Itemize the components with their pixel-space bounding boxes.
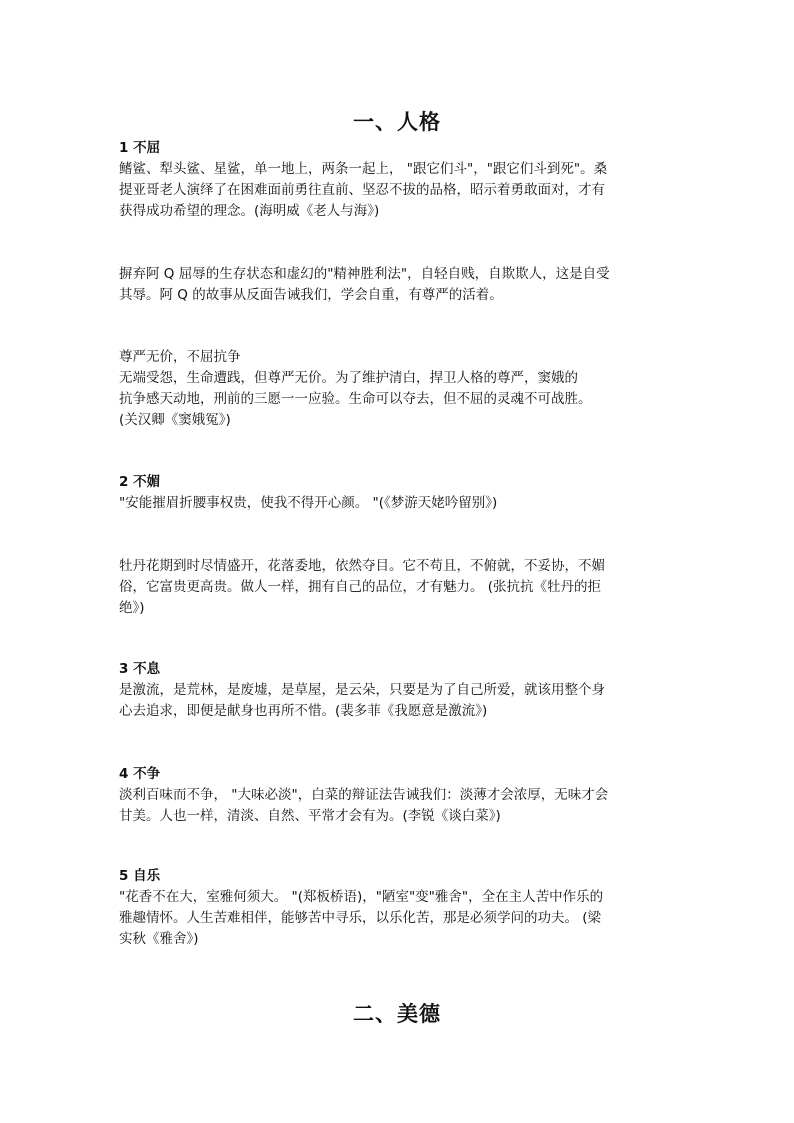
paragraph-line: 实秋《雅舍》) bbox=[119, 931, 199, 947]
paragraph-buzheng bbox=[119, 764, 679, 827]
subheading-buxi: 3 不息 bbox=[119, 661, 161, 677]
subheading-bumei: 2 不媚 bbox=[119, 474, 161, 490]
subheading-buzheng: 4 不争 bbox=[119, 766, 161, 782]
paragraph-line: 俗，它富贵更高贵。做人一样，拥有自己的品位，才有魅力。 (张抗抗《牡丹的拒 bbox=[119, 579, 602, 595]
paragraph-line: 是激流，是荒林，是废墟，是草屋，是云朵，只要是为了自己所爱，就该用整个身 bbox=[119, 682, 605, 698]
paragraph-line: 抗争感天动地，刑前的三愿一一应验。生命可以夺去，但不屈的灵魂不可战胜。 bbox=[119, 391, 592, 407]
paragraph-peony bbox=[119, 556, 679, 619]
paragraph-line: 尊严无价，不屈抗争 bbox=[119, 349, 241, 365]
paragraph-line: 其辱。阿 Q 的故事从反面告诫我们，学会自重，有尊严的活着。 bbox=[119, 287, 503, 303]
subheading-buqu: 1 不屈 bbox=[119, 140, 161, 156]
paragraph-line: 绝》) bbox=[119, 600, 145, 616]
paragraph-zile bbox=[119, 866, 679, 950]
section-title-virtue: 二、美德 bbox=[353, 1002, 441, 1026]
paragraph-dignity bbox=[119, 347, 679, 431]
paragraph-line: (关汉卿《窦娥冤》) bbox=[119, 412, 231, 428]
paragraph-line: 心去追求，即便是献身也再所不惜。(裴多菲《我愿意是激流》) bbox=[119, 703, 488, 719]
paragraph-ah-q bbox=[119, 264, 679, 306]
paragraph-line: 甘美。人也一样，清淡、自然、平常才会有为。(李锐《谈白菜》) bbox=[119, 808, 501, 824]
section-title-personality: 一、人格 bbox=[353, 110, 441, 134]
paragraph-line: 雅趣情怀。人生苦难相伴，能够苦中寻乐，以乐化苦，那是必须学问的功夫。 (梁 bbox=[119, 910, 602, 926]
paragraph-line: 无端受怨，生命遭践，但尊严无价。为了维护清白，捍卫人格的尊严，窦娥的 bbox=[119, 370, 578, 386]
paragraph-line: 提亚哥老人演绎了在困难面前勇往直前、坚忍不拔的品格，昭示着勇敢面对，才有 bbox=[119, 182, 605, 198]
paragraph-bumei bbox=[119, 472, 679, 514]
paragraph-line: "花香不在大，室雅何须大。 "(郑板桥语)，"陋室"变"雅舍"，全在主人苦中作乐的 bbox=[119, 889, 604, 905]
paragraph-line: 牡丹花期到时尽情盛开，花落委地，依然夺目。它不苟且，不俯就，不妥协，不媚 bbox=[119, 558, 605, 574]
paragraph-buqu bbox=[119, 138, 679, 222]
subheading-zile: 5 自乐 bbox=[119, 868, 161, 884]
paragraph-line: 获得成功希望的理念。(海明威《老人与海》) bbox=[119, 203, 380, 219]
paragraph-line: "安能摧眉折腰事权贵，使我不得开心颜。 "(《梦游天姥吟留别》) bbox=[119, 495, 498, 511]
paragraph-line: 淡利百味而不争， "大味必淡"，白菜的辩证法告诫我们：淡薄才会浓厚，无味才会 bbox=[119, 787, 609, 803]
paragraph-line: 摒弃阿 Q 屈辱的生存状态和虚幻的"精神胜利法"，自轻自贱，自欺欺人，这是自受 bbox=[119, 266, 610, 282]
paragraph-buxi bbox=[119, 659, 679, 722]
paragraph-line: 鳍鲨、犁头鲨、星鲨，单一地上，两条一起上， "跟它们斗"，"跟它们斗到死"。桑 bbox=[119, 161, 608, 177]
